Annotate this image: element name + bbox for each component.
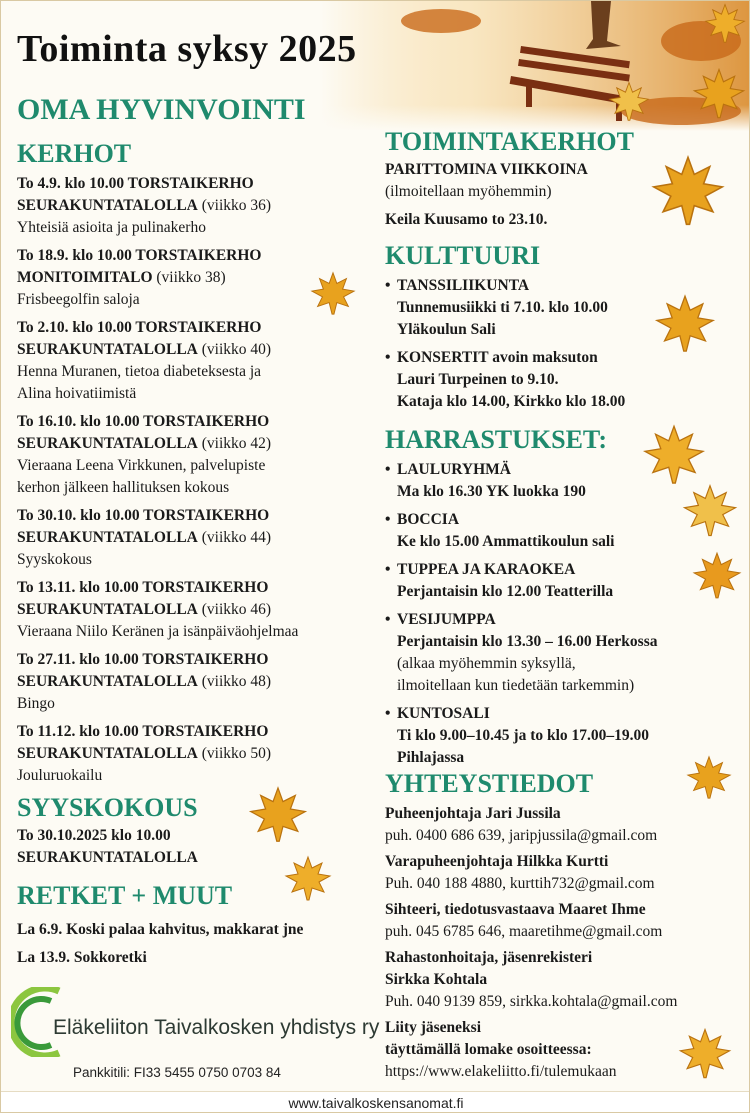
kerho-place: SEURAKUNTATALOLLA (17, 673, 198, 690)
contact-details: puh. 0400 686 639, jaripjussila@gmail.com (385, 827, 658, 844)
contact-item (385, 851, 677, 895)
kerho-place: SEURAKUNTATALOLLA (17, 529, 198, 546)
page-title: Toiminta syksy 2025 (17, 28, 357, 70)
maple-leaf-icon (701, 1, 749, 45)
maple-leaf-icon (691, 65, 747, 121)
harrastus-line: Ma klo 16.30 YK luokka 190 (397, 483, 586, 500)
kerho-item (17, 721, 367, 787)
retki-item: La 6.9. Koski palaa kahvitus, makkarat jne (17, 921, 304, 938)
syyskokous-block (17, 825, 198, 869)
harrastus-line: Ti klo 9.00–10.45 ja to klo 17.00–19.00 (397, 727, 650, 744)
harrastus-title: • LAULURYHMÄ (385, 459, 658, 481)
kerho-item (17, 649, 367, 715)
maple-leaf-icon (309, 269, 357, 317)
contact-role: Varapuheenjohtaja Hilkka Kurtti (385, 853, 609, 870)
oma-hyvinvointi-heading: OMA HYVINVOINTI (17, 93, 306, 126)
kerho-date: To 16.10. klo 10.00 TORSTAIKERHO (17, 413, 270, 430)
kerho-date: To 18.9. klo 10.00 TORSTAIKERHO (17, 247, 262, 264)
footer-url[interactable]: www.taivalkoskensanomat.fi (1, 1091, 750, 1113)
contact-details: Puh. 040 9139 859, sirkka.kohtala@gmail.com (385, 993, 678, 1010)
harrastus-item (385, 509, 658, 553)
kerho-date: To 11.12. klo 10.00 TORSTAIKERHO (17, 723, 269, 740)
join-text: täyttämällä lomake osoitteessa: (385, 1041, 592, 1058)
contact-name: Sirkka Kohtala (385, 971, 488, 988)
yhteystiedot-heading: YHTEYSTIEDOT (385, 769, 594, 798)
maple-leaf-icon (641, 421, 707, 487)
kerho-place: SEURAKUNTATALOLLA (17, 601, 198, 618)
maple-leaf-icon (677, 1025, 733, 1081)
kerho-week: (viikko 38) (156, 269, 226, 286)
kerho-desc: Vieraana Niilo Keränen ja isänpäiväohjelmaa (17, 623, 299, 640)
harrastus-line: Perjantaisin klo 12.00 Teatterilla (397, 583, 614, 600)
kerho-week: (viikko 48) (201, 673, 272, 690)
kerho-desc: kerhon jälkeen hallituksen kokous (17, 479, 230, 496)
harrastus-note: ilmoitellaan kun tiedetään tarkemmin) (397, 677, 635, 694)
kerho-place: SEURAKUNTATALOLLA (17, 197, 198, 214)
logo-text: Eläkeliiton Taivalkosken yhdistys ry (53, 1016, 380, 1039)
join-block (385, 1017, 677, 1083)
toimintakerhot-note: (ilmoitellaan myöhemmin) (385, 183, 552, 200)
join-title: Liity jäseneksi (385, 1019, 482, 1036)
retket-list (17, 919, 303, 969)
kulttuuri-item (385, 347, 625, 413)
harrastus-line: Pihlajassa (397, 749, 465, 766)
kerho-desc: Vieraana Leena Virkkunen, palvelupiste (17, 457, 266, 474)
kerho-desc: Henna Muranen, tietoa diabeteksesta ja (17, 363, 262, 380)
harrastus-item (385, 609, 658, 697)
contact-details: puh. 045 6785 646, maaretihme@gmail.com (385, 923, 663, 940)
kerho-place: SEURAKUNTATALOLLA (17, 435, 198, 452)
contact-role: Puheenjohtaja Jari Jussila (385, 805, 561, 822)
kerho-desc: Alina hoivatiimistä (17, 385, 137, 402)
kerho-item (17, 505, 367, 571)
toimintakerhot-heading: TOIMINTAKERHOT (385, 127, 634, 156)
kerhot-heading: KERHOT (17, 139, 132, 168)
maple-leaf-icon (681, 481, 739, 539)
kulttuuri-line: Yläkoulun Sali (397, 321, 496, 338)
harrastus-title: • TUPPEA JA KARAOKEA (385, 559, 658, 581)
kerho-date: To 13.11. klo 10.00 TORSTAIKERHO (17, 579, 269, 596)
kerho-place: SEURAKUNTATALOLLA (17, 341, 198, 358)
bank-account: Pankkitili: FI33 5455 0750 0703 84 (73, 1065, 281, 1080)
kerho-date: To 27.11. klo 10.00 TORSTAIKERHO (17, 651, 269, 668)
toimintakerhot-line: PARITTOMINA VIIKKOINA (385, 161, 588, 178)
kerho-week: (viikko 50) (201, 745, 272, 762)
kulttuuri-line: Lauri Turpeinen to 9.10. (397, 371, 559, 388)
kerho-item (17, 317, 367, 405)
maple-leaf-icon (685, 753, 733, 801)
maple-leaf-icon (607, 79, 651, 123)
kerho-date: To 4.9. klo 10.00 TORSTAIKERHO (17, 175, 254, 192)
kulttuuri-heading: KULTTUURI (385, 241, 541, 270)
harrastus-note: (alkaa myöhemmin syksyllä, (397, 655, 576, 672)
kulttuuri-title: • TANSSILIIKUNTA (385, 275, 625, 297)
maple-leaf-icon (653, 291, 717, 355)
harrastukset-list (385, 459, 658, 775)
retket-heading: RETKET + MUUT (17, 881, 233, 910)
maple-leaf-icon (283, 853, 333, 903)
kerho-desc: Syyskokous (17, 551, 92, 568)
toimintakerhot-block (385, 159, 588, 231)
contact-details: Puh. 040 188 4880, kurttih732@gmail.com (385, 875, 655, 892)
kerho-desc: Bingo (17, 695, 55, 712)
syyskokous-heading: SYYSKOKOUS (17, 793, 198, 822)
yhteystiedot-list (385, 803, 677, 1083)
kerho-desc: Yhteisiä asioita ja pulinakerho (17, 219, 206, 236)
harrastus-title: • VESIJUMPPA (385, 609, 658, 631)
maple-leaf-icon (247, 783, 309, 845)
contact-item (385, 947, 677, 1013)
kerho-week: (viikko 40) (201, 341, 272, 358)
kerho-date: To 2.10. klo 10.00 TORSTAIKERHO (17, 319, 262, 336)
retki-item: La 13.9. Sokkoretki (17, 949, 147, 966)
kulttuuri-title: • KONSERTIT avoin maksuton (385, 347, 625, 369)
kulttuuri-line: Kataja klo 14.00, Kirkko klo 18.00 (397, 393, 626, 410)
syyskokous-place: SEURAKUNTATALOLLA (17, 849, 198, 866)
kerho-week: (viikko 36) (201, 197, 272, 214)
autumn-bench-illustration (321, 1, 750, 131)
maple-leaf-icon (649, 151, 727, 229)
harrastus-title: • KUNTOSALI (385, 703, 658, 725)
contact-role: Rahastonhoitaja, jäsenrekisteri (385, 949, 593, 966)
kerho-week: (viikko 42) (201, 435, 272, 452)
harrastus-line: Perjantaisin klo 13.30 – 16.00 Herkossa (397, 633, 658, 650)
syyskokous-date: To 30.10.2025 klo 10.00 (17, 827, 171, 844)
kulttuuri-list (385, 275, 625, 419)
harrastus-item (385, 703, 658, 769)
kerho-week: (viikko 44) (201, 529, 272, 546)
kerho-item (17, 577, 367, 643)
kulttuuri-line: Tunnemusiikki ti 7.10. klo 10.00 (397, 299, 608, 316)
kerho-item (17, 173, 367, 239)
kerho-date: To 30.10. klo 10.00 TORSTAIKERHO (17, 507, 270, 524)
harrastus-line: Ke klo 15.00 Ammattikoulun sali (397, 533, 615, 550)
kerho-desc: Frisbeegolfin saloja (17, 291, 140, 308)
toimintakerhot-event: Keila Kuusamo to 23.10. (385, 211, 548, 228)
harrastus-item (385, 559, 658, 603)
harrastukset-heading: HARRASTUKSET: (385, 425, 608, 454)
contact-item (385, 803, 677, 847)
kerho-place: MONITOIMITALO (17, 269, 153, 286)
contact-role: Sihteeri, tiedotusvastaava Maaret Ihme (385, 901, 646, 918)
maple-leaf-icon (691, 549, 743, 601)
kerho-item (17, 411, 367, 499)
kerho-place: SEURAKUNTATALOLLA (17, 745, 198, 762)
harrastus-title: • BOCCIA (385, 509, 658, 531)
contact-item (385, 899, 677, 943)
kulttuuri-item (385, 275, 625, 341)
kerho-desc: Jouluruokailu (17, 767, 103, 784)
harrastus-item (385, 459, 658, 503)
kerho-week: (viikko 46) (201, 601, 272, 618)
join-link[interactable]: https://www.elakeliitto.fi/tulemukaan (385, 1063, 617, 1080)
kerhot-list (17, 173, 367, 793)
